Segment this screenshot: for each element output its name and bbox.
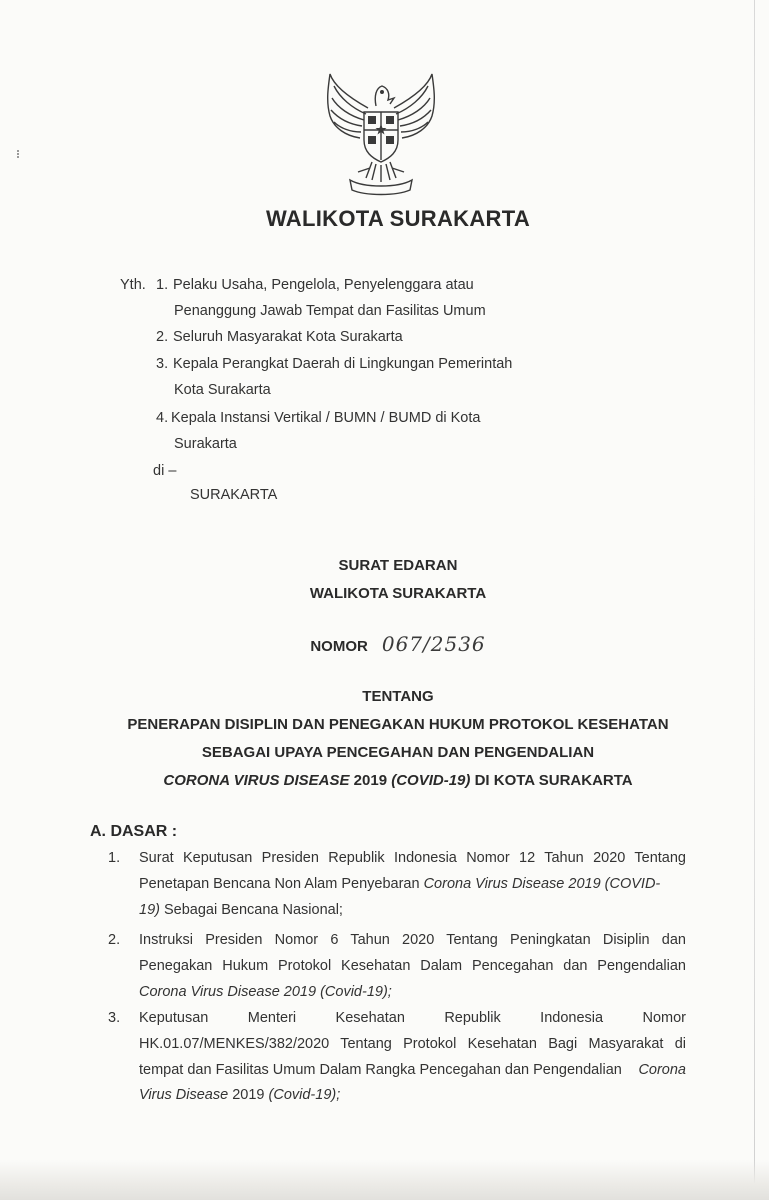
subject-line-3 — [0, 772, 769, 789]
dasar-line: HK.01.07/MENKES/382/2020 Tentang Protokol Kesehatan Bagi Masyarakat di — [139, 1036, 686, 1052]
addressee-prefix: Yth. — [120, 277, 146, 293]
addressee-line: Kepala Perangkat Daerah di Lingkungan Pemerintah — [173, 356, 513, 372]
addressee-number-1: 1. — [156, 277, 169, 293]
dasar-italic: Corona Virus Disease 2019 (Covid-19); — [139, 984, 392, 1000]
addressee-line: Pelaku Usaha, Pengelola, Penyelenggara atau — [173, 277, 474, 293]
subject-text: 2019 — [349, 772, 392, 789]
addressee-line: Penanggung Jawab Tempat dan Fasilitas Umum — [174, 303, 486, 319]
dasar-line — [139, 984, 392, 1000]
dasar-line: Penegakan Hukum Protokol Kesehatan Dalam Pencegahan dan Pengendalian — [139, 958, 686, 974]
dasar-text: tempat dan Fasilitas Umum Dalam Rangka Pencegahan dan Pengendalian — [139, 1062, 622, 1078]
header-title: WALIKOTA SURAKARTA — [265, 206, 531, 231]
dasar-text: Penetapan Bencana Non Alam Penyebaran — [139, 876, 424, 892]
letter-type: SURAT EDARAN — [338, 557, 458, 574]
addressee-line: Kota Surakarta — [174, 382, 271, 398]
dasar-text: 2019 — [228, 1087, 269, 1103]
dasar-text: Sebagai Bencana Nasional; — [159, 902, 343, 918]
dasar-italic: Corona Virus Disease 2019 (COVID- — [423, 876, 661, 892]
nomor-handwritten: 067/2536 — [381, 632, 486, 656]
addressee-number-3: 3. — [156, 356, 169, 372]
nomor-label: NOMOR — [310, 638, 368, 655]
dasar-italic: (Covid-19); — [268, 1087, 341, 1103]
dasar-line — [139, 1087, 340, 1103]
scan-shadow — [0, 1160, 769, 1200]
dasar-line: Instruksi Presiden Nomor 6 Tahun 2020 Tentang Peningkatan Disiplin dan — [139, 932, 686, 948]
addressee-di: di – — [153, 463, 177, 479]
dasar-line — [139, 876, 660, 892]
dasar-italic: Virus Disease — [139, 1087, 229, 1103]
addressee-number-2: 2. — [156, 329, 169, 345]
addressee-line: Kepala Instansi Vertikal / BUMN / BUMD di Kota — [171, 410, 481, 426]
tentang-label: TENTANG — [362, 688, 434, 705]
addressee-line: Surakarta — [174, 436, 237, 452]
addressee-number-4: 4. — [156, 410, 169, 426]
addressee-place: SURAKARTA — [190, 487, 278, 503]
dasar-line: Surat Keputusan Presiden Republik Indonesia Nomor 12 Tahun 2020 Tentang — [139, 850, 686, 866]
dasar-number-3: 3. — [108, 1010, 121, 1026]
subject-line-2: SEBAGAI UPAYA PENCEGAHAN DAN PENGENDALIAN — [201, 744, 595, 761]
garuda-emblem — [320, 68, 442, 196]
scan-speck — [17, 150, 21, 158]
dasar-italic: 19) — [139, 902, 160, 918]
dasar-number-1: 1. — [108, 850, 121, 866]
dasar-italic: Corona — [638, 1062, 686, 1078]
letter-number — [0, 632, 769, 656]
subject-line-1: PENERAPAN DISIPLIN DAN PENEGAKAN HUKUM PROTOKOL KESEHATAN — [127, 716, 669, 733]
dasar-line — [139, 902, 343, 918]
dasar-text: Keputusan Menteri Kesehatan Republik Indonesia Nomor — [139, 1010, 686, 1026]
dasar-line — [139, 1010, 686, 1026]
dasar-line — [139, 1062, 686, 1078]
dasar-number-2: 2. — [108, 932, 121, 948]
section-heading: A. DASAR : — [90, 823, 178, 840]
addressee-line: Seluruh Masyarakat Kota Surakarta — [173, 329, 403, 345]
subject-italic: CORONA VIRUS DISEASE — [163, 772, 350, 789]
subject-italic: (COVID-19) — [391, 772, 471, 789]
subject-text: DI KOTA SURAKARTA — [470, 772, 633, 789]
letter-issuer: WALIKOTA SURAKARTA — [309, 585, 487, 602]
